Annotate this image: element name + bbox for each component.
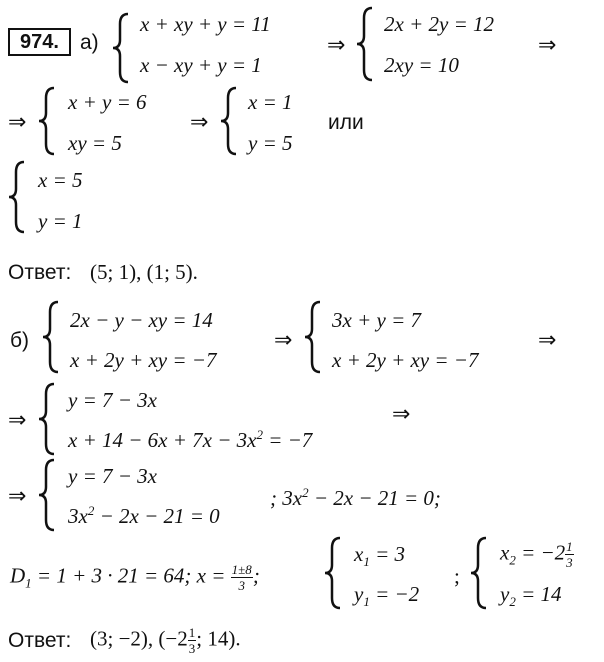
b-answer: (3; −2), (−2 $\frac{1}{3}$ ; 14). [90, 625, 241, 656]
a-sys2-eq2: 2xy = 10 [384, 53, 459, 77]
brace [6, 160, 28, 234]
b-sys1-eq1: 2x − y − xy = 14 [70, 308, 213, 332]
a-sys1-eq2: x − xy + y = 1 [140, 53, 262, 77]
implies-arrow: ⇒ [8, 484, 27, 509]
b-sys2-eq2: x + 2y + xy = −7 [332, 348, 479, 372]
problem-number: 974. [8, 28, 71, 56]
brace [322, 536, 344, 610]
implies-arrow: ⇒ [8, 408, 27, 433]
a-answer-label: Ответ: [8, 261, 72, 284]
b-root1-y: $y_1 = -2$ [354, 582, 420, 610]
brace [354, 6, 376, 82]
a-answer: (5; 1), (1; 5). [90, 260, 198, 284]
b-root2-y: $y_2 = 14$ [500, 582, 562, 610]
semicolon: ; [454, 564, 460, 588]
a-sys2-eq1: 2x + 2y = 12 [384, 12, 494, 36]
b-sys3-eq1: y = 7 − 3x [68, 388, 157, 412]
b-quadratic-eq: ; $3x^2 - 2x - 21 = 0$; [270, 485, 441, 510]
b-root1-x: $x_1 = 3$ [354, 542, 405, 570]
brace [36, 458, 58, 532]
b-root2-x: $x_2 = -2$ $\frac{1}{3}$ [500, 539, 573, 570]
or-word: или [328, 111, 364, 134]
brace [302, 300, 324, 374]
implies-arrow: ⇒ [538, 33, 557, 58]
b-sys2-eq1: 3x + y = 7 [332, 308, 421, 332]
b-discriminant: $D_1 = 1 + 3 \cdot 21 = 64$; x = $\frac{1\pm 8}{3}$ ; [10, 562, 260, 593]
implies-arrow: ⇒ [8, 110, 27, 135]
part-a-label: а) [80, 31, 99, 54]
brace [40, 300, 62, 374]
b-sys3-eq2: $x + 14 - 6x + 7x - 3x^2 = -7$ [68, 427, 313, 452]
a-sys5-eq1: x = 5 [38, 168, 83, 192]
brace [468, 536, 490, 610]
implies-arrow: ⇒ [274, 328, 293, 353]
implies-arrow: ⇒ [392, 402, 411, 427]
a-sys1-eq1: x + xy + y = 11 [140, 12, 271, 36]
fraction: $\frac{1}{3}$ [566, 539, 573, 570]
part-b-label: б) [10, 329, 30, 352]
implies-arrow: ⇒ [538, 328, 557, 353]
brace [218, 86, 240, 156]
a-sys4-eq2: y = 5 [248, 131, 293, 155]
b-answer-label: Ответ: [8, 629, 72, 652]
fraction: $\frac{1\pm 8}{3}$ [231, 562, 252, 593]
b-sys4-eq2: $3x^2 - 2x - 21 = 0$ [68, 503, 220, 528]
implies-arrow: ⇒ [327, 33, 346, 58]
b-sys4-eq1: y = 7 − 3x [68, 464, 157, 488]
implies-arrow: ⇒ [190, 110, 209, 135]
fraction: $\frac{1}{3}$ [188, 625, 196, 656]
brace [110, 12, 132, 84]
a-sys5-eq2: y = 1 [38, 209, 83, 233]
brace [36, 382, 58, 456]
a-sys3-eq2: xy = 5 [68, 131, 122, 155]
b-sys1-eq2: x + 2y + xy = −7 [70, 348, 217, 372]
a-sys4-eq1: x = 1 [248, 90, 293, 114]
brace [36, 86, 58, 156]
a-sys3-eq1: x + y = 6 [68, 90, 147, 114]
